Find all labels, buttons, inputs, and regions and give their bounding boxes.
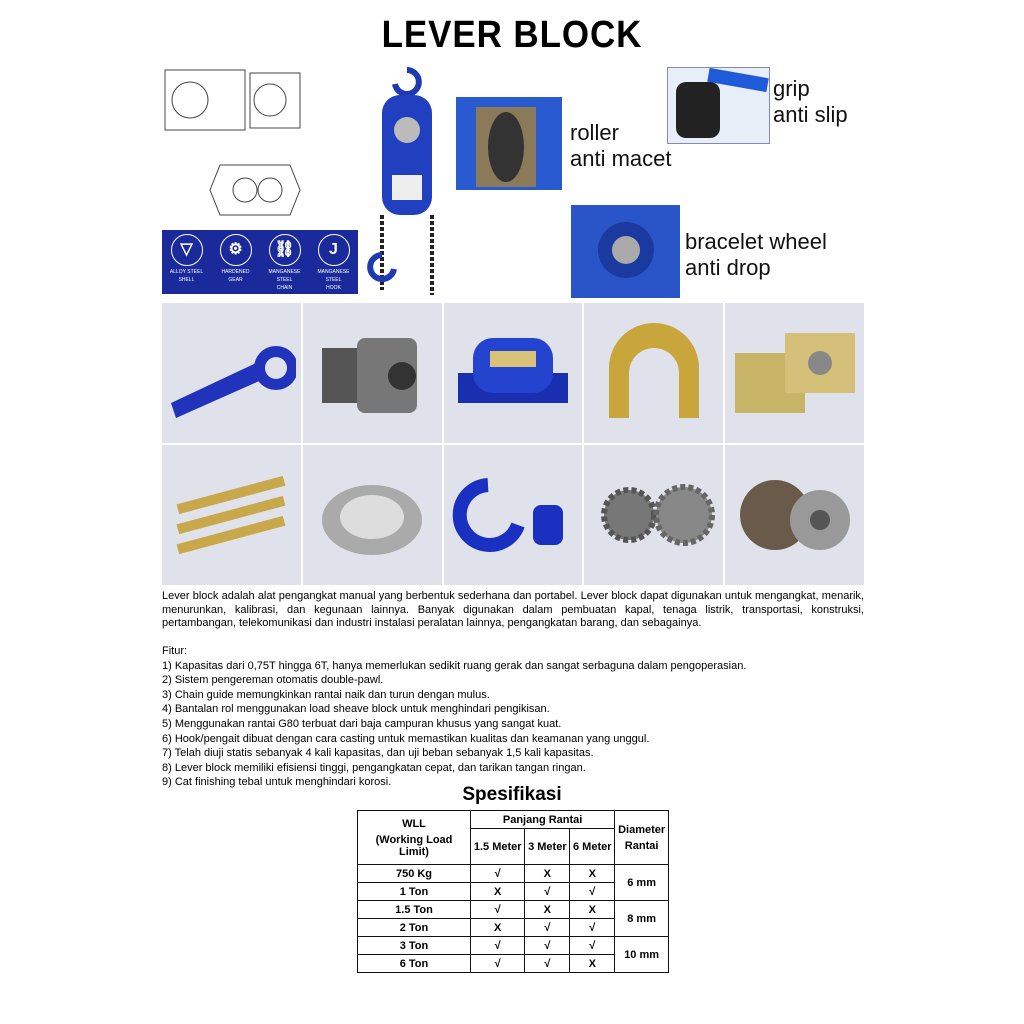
chain-link-icon: ⛓ bbox=[269, 234, 301, 266]
gear-shaft-photo bbox=[303, 303, 442, 443]
table-row: 2 Ton X √ √ bbox=[358, 919, 669, 937]
feature-item: 6) Hook/pengait dibuat dengan cara casting untuk memastikan kualitas dan keamanan yang unggul. bbox=[162, 732, 650, 745]
shield-icon: ▽ bbox=[171, 234, 203, 266]
parts-photo-grid bbox=[162, 303, 864, 585]
cap-photo bbox=[303, 445, 442, 585]
feature-badge: ⚙ HARDENED GEAR bbox=[212, 234, 260, 284]
feature-item: 8) Lever block memiliki efisiensi tinggi, pengangkatan cepat, dan tarikan tangan ringan. bbox=[162, 761, 586, 774]
grip-callout: grip anti slip bbox=[773, 76, 848, 127]
spec-heading: Spesifikasi bbox=[462, 784, 562, 805]
grip-photo bbox=[667, 67, 770, 144]
hook-icon: J bbox=[318, 234, 350, 266]
side-plates-photo bbox=[725, 303, 864, 443]
feature-item: 3) Chain guide memungkinkan rantai naik dan turun dengan mulus. bbox=[162, 688, 490, 701]
table-row: 3 Ton √ √ √ 10 mm bbox=[358, 937, 669, 955]
spec-table: WLL (Working Load Limit) Panjang Rantai Diameter Rantai 1.5 Meter 3 Meter 6 Meter 750 Kg √ X X 6 mm 1 Ton X √ √ 1.5 Ton √ X X 8 mm 2 Ton X √ √ 3 Ton √ √ √ 10 mm 6 Ton √ √ X bbox=[357, 810, 669, 973]
hook-photo bbox=[444, 445, 583, 585]
table-row: 750 Kg √ X X 6 mm bbox=[358, 865, 669, 883]
roller-photo bbox=[456, 97, 562, 190]
roller-callout: roller anti macet bbox=[570, 120, 672, 171]
feature-item: 5) Menggunakan rantai G80 terbuat dari baja campuran khusus yang sangat kuat. bbox=[162, 717, 562, 730]
feature-item: 1) Kapasitas dari 0,75T hingga 6T, hanya memerlukan sedikit ruang gerak dan sangat serbaguna dalam pengoperasian. bbox=[162, 659, 747, 672]
chain-guide-photo bbox=[584, 303, 723, 443]
lever-block-photo bbox=[362, 65, 450, 300]
gear-icon: ⚙ bbox=[220, 234, 252, 266]
features-list bbox=[162, 644, 864, 790]
feature-item: 2) Sistem pengereman otomatis double-pawl. bbox=[162, 674, 384, 687]
bracelet-callout: bracelet wheel anti drop bbox=[685, 229, 827, 280]
cover-plate-photo bbox=[444, 303, 583, 443]
bolts-photo bbox=[162, 445, 301, 585]
table-row: 6 Ton √ √ X bbox=[358, 955, 669, 973]
gears-photo bbox=[584, 445, 723, 585]
feature-item: 7) Telah diuji statis sebanyak 4 kali kapasitas, dan uji beban sebanyak 1,5 kali kapasitas. bbox=[162, 747, 594, 760]
features-panel bbox=[162, 230, 358, 294]
lever-handle-photo bbox=[162, 303, 301, 443]
bracelet-wheel-photo bbox=[571, 205, 680, 298]
page-title: LEVER BLOCK bbox=[381, 14, 643, 56]
feature-item: 4) Bantalan rol menggunakan load sheave block untuk menghindari pengikisan. bbox=[162, 703, 550, 716]
feature-badge: ▽ ALLOY STEEL SHELL bbox=[163, 234, 211, 284]
technical-drawing bbox=[160, 65, 305, 227]
feature-badge: ⛓ MANGANESE STEEL CHAIN bbox=[261, 234, 309, 292]
feature-badge: J MANGANESE STEEL HOOK bbox=[310, 234, 358, 292]
features-heading: Fitur: bbox=[162, 645, 188, 657]
ratchet-photo bbox=[725, 445, 864, 585]
table-row: 1 Ton X √ √ bbox=[358, 883, 669, 901]
description: Lever block adalah alat pengangkat manual yang berbentuk sederhana dan portabel. Lever block dapat digunakan untuk mengangkat, menarik, menurunkan, kalibrasi, dan kegunaan lainnya. Banyak digunakan dalam pembuatan kapal, tenaga listrik, transportasi, konstruksi, pertambangan, telekomunikasi dan industri instalasi peralatan lainnya, pengangkatan barang, dan sebagainya. bbox=[162, 590, 864, 629]
table-row: 1.5 Ton √ X X 8 mm bbox=[358, 901, 669, 919]
feature-item: 9) Cat finishing tebal untuk menghindari korosi. bbox=[162, 776, 392, 789]
